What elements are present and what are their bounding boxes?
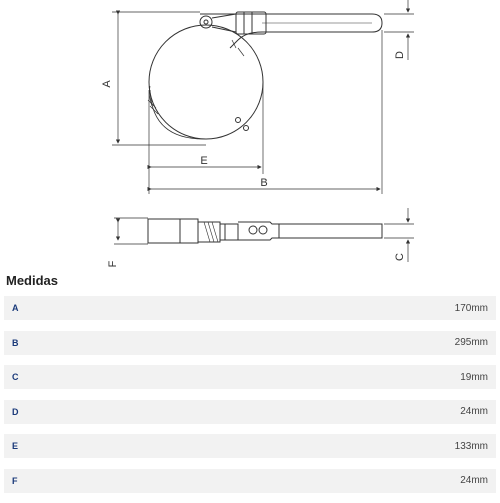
pivot-pin [200,16,212,28]
spec-value: 170mm [454,302,488,314]
spec-row-b [4,331,496,355]
filter-band-circle [149,25,263,139]
spec-value: 24mm [460,475,488,486]
spec-label: E [12,441,19,451]
spec-value: 295mm [454,337,488,348]
side-view [148,219,382,243]
specs-title: Medidas [6,273,59,288]
spec-label: A [12,303,19,313]
label-f: F [107,260,119,268]
spec-label: F [12,475,18,486]
specs-section [0,270,500,500]
spec-label: B [12,337,19,348]
label-c: C [394,253,406,261]
dimension-a [112,12,206,145]
label-a: A [101,80,113,88]
spec-row-d [4,400,496,424]
spec-value: 24mm [460,406,488,417]
clamp-block [236,12,266,34]
dimension-d [384,0,414,60]
spec-row-e [4,434,496,458]
side-band-block [148,219,198,243]
dimension-f [114,218,148,244]
label-d: D [394,51,406,59]
specs-table [4,296,496,503]
top-view [148,12,382,139]
spec-row-a [4,296,496,320]
spec-value: 19mm [460,371,488,383]
spec-label: C [12,372,19,382]
label-b: B [260,177,268,189]
spec-value: 133mm [454,440,488,452]
handle-outline [200,14,382,48]
dimension-b [149,30,382,194]
label-e: E [200,155,208,167]
spec-row-c [4,365,496,389]
spec-label: D [12,406,19,417]
spec-row-f [4,469,496,493]
